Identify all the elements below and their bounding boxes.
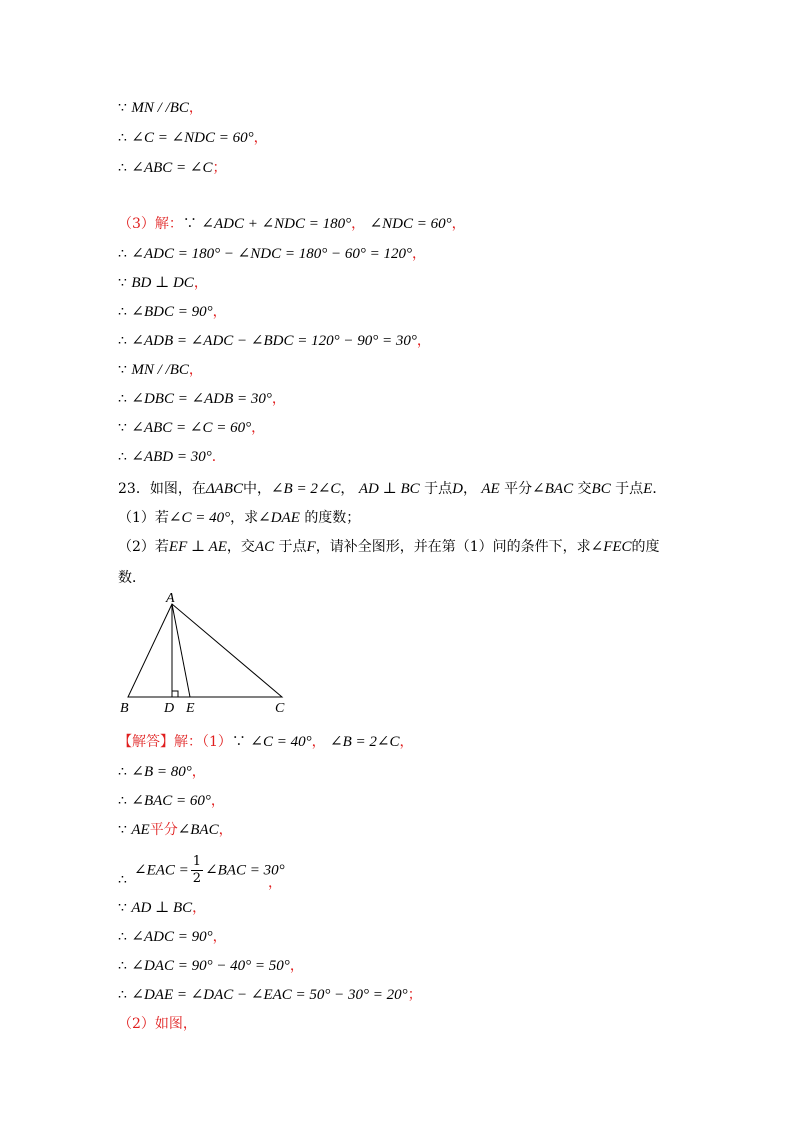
proof-line: ∴ ∠DBC = ∠ADB = 30°，: [118, 391, 286, 407]
proof-line: ∴ ∠C = ∠NDC = 60°，: [118, 130, 268, 146]
proof-line: ∵ MN / /BC，: [118, 100, 203, 116]
part2-line: （2）如图，: [118, 1016, 197, 1032]
triangle-figure: [110, 590, 310, 720]
fraction-one-half: $\frac{1}{2}$: [192, 854, 202, 886]
question-2: （2）若EF ⊥ AE，交AC 于点F，请补全图形，并在第（1）问的条件下，求∠FEC的度: [118, 539, 660, 555]
label-d: D: [164, 701, 175, 716]
solution-first-line: 【解答】解：（1）∵ ∠C = 40°， ∠B = 2∠C，: [118, 734, 414, 750]
label-e: E: [186, 701, 195, 716]
proof-line: ∴ ∠ABC = ∠C；: [118, 160, 227, 176]
problem-stem: 23．如图，在ΔABC中，∠B = 2∠C， AD ⊥ BC 于点D， AE 平分∠BAC 交BC 于点E．: [118, 481, 667, 497]
proof-line: ∴ ∠ADC = 90°，: [118, 929, 227, 945]
proof-line: ∴ ∠ADB = ∠ADC − ∠BDC = 120° − 90° = 30°，: [118, 333, 431, 349]
proof-line: ∵ BD ⊥ DC，: [118, 275, 208, 291]
right-angle-mark: [172, 691, 178, 697]
label-b: B: [120, 701, 129, 716]
label-c: C: [275, 701, 285, 716]
proof-line: ∴ ∠ABD = 30°．: [118, 449, 226, 465]
proof-line: ∵ MN / /BC，: [118, 362, 203, 378]
proof-line: ∴ ∠DAE = ∠DAC − ∠EAC = 50° − 30° = 20°；: [118, 987, 422, 1003]
proof-line: ∵ AE平分∠BAC，: [118, 822, 233, 838]
proof-line: ∵ ∠ABC = ∠C = 60°，: [118, 420, 266, 436]
question-2-cont: 数．: [118, 570, 146, 586]
bisector-ae: [172, 604, 190, 697]
label-a: A: [166, 591, 175, 606]
proof-line: ∴ ∠DAC = 90° − 40° = 50°，: [118, 958, 304, 974]
proof-line: ∴ ∠ADC = 180° − ∠NDC = 180° − 60° = 120°，: [118, 246, 426, 262]
proof-line: ∴ ∠BDC = 90°，: [118, 304, 227, 320]
question-1: （1）若∠C = 40°，求∠DAE 的度数；: [118, 510, 361, 526]
triangle-abc: [128, 604, 282, 697]
proof-line: ∴ ∠BAC = 60°，: [118, 793, 225, 809]
proof-line: ∴ ∠B = 80°，: [118, 764, 206, 780]
part3-first-line: （3）解：∵ ∠ADC + ∠NDC = 180°， ∠NDC = 60°，: [118, 216, 466, 232]
proof-line: ∵ AD ⊥ BC，: [118, 900, 207, 916]
